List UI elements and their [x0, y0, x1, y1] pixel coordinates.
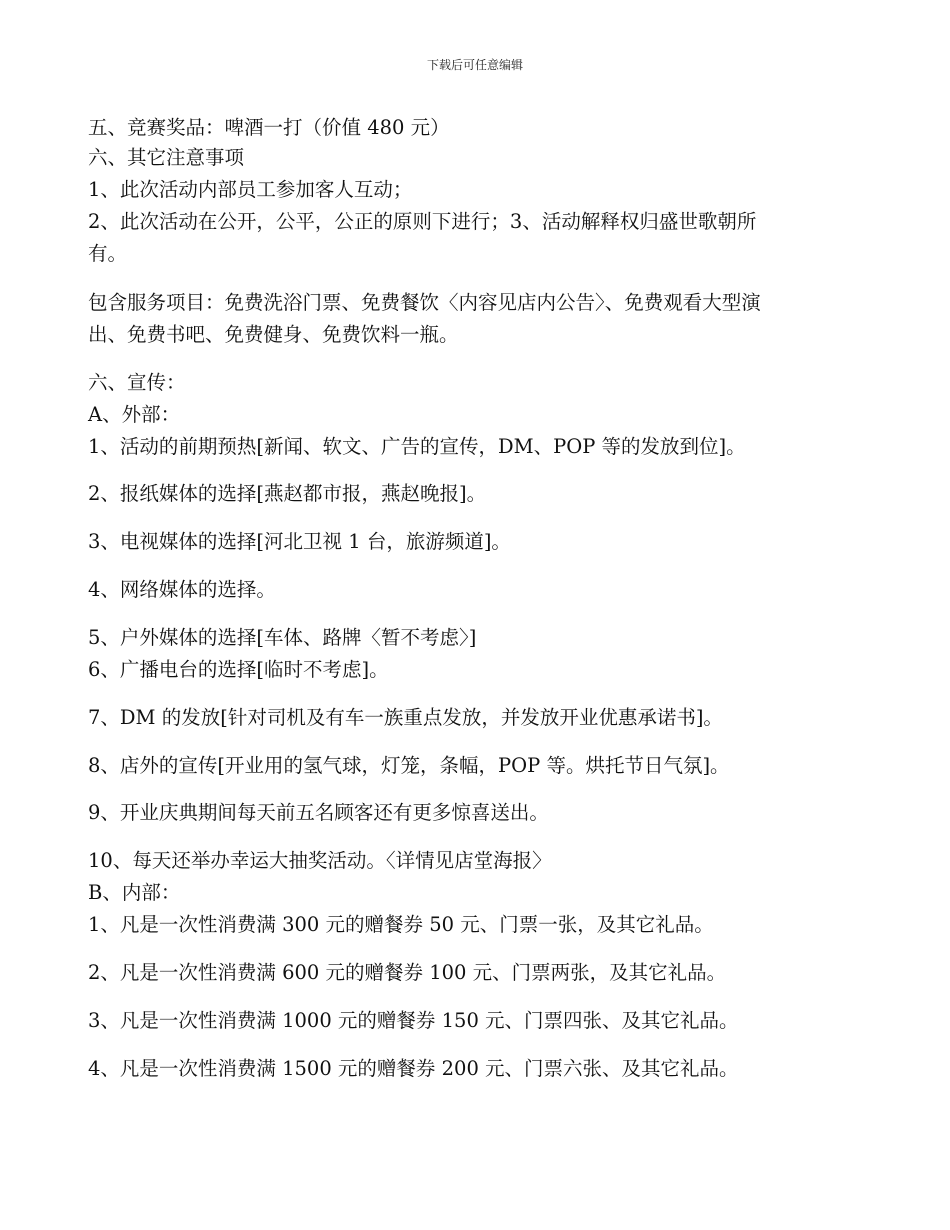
external-item-1: 1、活动的前期预热[新闻、软文、广告的宣传，DM、POP 等的发放到位]。: [88, 435, 746, 458]
external-item-10: 10、每天还举办幸运大抽奖活动。〈详情见店堂海报〉: [88, 849, 552, 872]
external-item-6: 6、广播电台的选择[临时不考虑]。: [88, 658, 389, 681]
promotion-heading: 六、宣传：: [88, 371, 186, 394]
internal-item-1: 1、凡是一次性消费满 300 元的赠餐券 50 元、门票一张，及其它礼品。: [88, 913, 714, 936]
note-item-continuation: 有。: [88, 242, 128, 265]
external-item-3: 3、电视媒体的选择[河北卫视 1 台，旅游频道]。: [88, 530, 511, 553]
internal-item-4: 4、凡是一次性消费满 1500 元的赠餐券 200 元、门票六张、及其它礼品。: [88, 1057, 739, 1080]
note-item-1: 1、此次活动内部员工参加客人互动；: [88, 178, 413, 201]
external-item-8: 8、店外的宣传[开业用的氢气球，灯笼，条幅，POP 等。烘托节日气氛]。: [88, 754, 730, 777]
notes-heading: 六、其它注意事项: [88, 146, 245, 169]
external-item-9: 9、开业庆典期间每天前五名顾客还有更多惊喜送出。: [88, 801, 549, 824]
external-heading: A、外部：: [88, 403, 181, 426]
services-continuation: 出、免费书吧、免费健身、免费饮料一瓶。: [88, 323, 459, 346]
internal-item-3: 3、凡是一次性消费满 1000 元的赠餐券 150 元、门票四张、及其它礼品。: [88, 1009, 739, 1032]
external-item-4: 4、网络媒体的选择。: [88, 578, 276, 601]
internal-item-2: 2、凡是一次性消费满 600 元的赠餐券 100 元、门票两张，及其它礼品。: [88, 961, 727, 984]
internal-heading: B、内部：: [88, 881, 181, 904]
services-line: 包含服务项目：免费洗浴门票、免费餐饮〈内容见店内公告〉、免费观看大型演: [88, 291, 761, 314]
note-item-2-3: 2、此次活动在公开，公平，公正的原则下进行；3、活动解释权归盛世歌朝所: [88, 210, 757, 233]
prize-line: 五、竞赛奖品：啤酒一打（价值 480 元）: [88, 116, 450, 139]
external-item-7: 7、DM 的发放[针对司机及有车一族重点发放，并发放开业优惠承诺书]。: [88, 706, 723, 729]
page-header: 下载后可任意编辑: [426, 58, 523, 72]
external-item-5: 5、户外媒体的选择[车体、路牌〈暂不考虑〉]: [88, 626, 477, 649]
external-item-2: 2、报纸媒体的选择[燕赵都市报，燕赵晚报]。: [88, 482, 487, 505]
